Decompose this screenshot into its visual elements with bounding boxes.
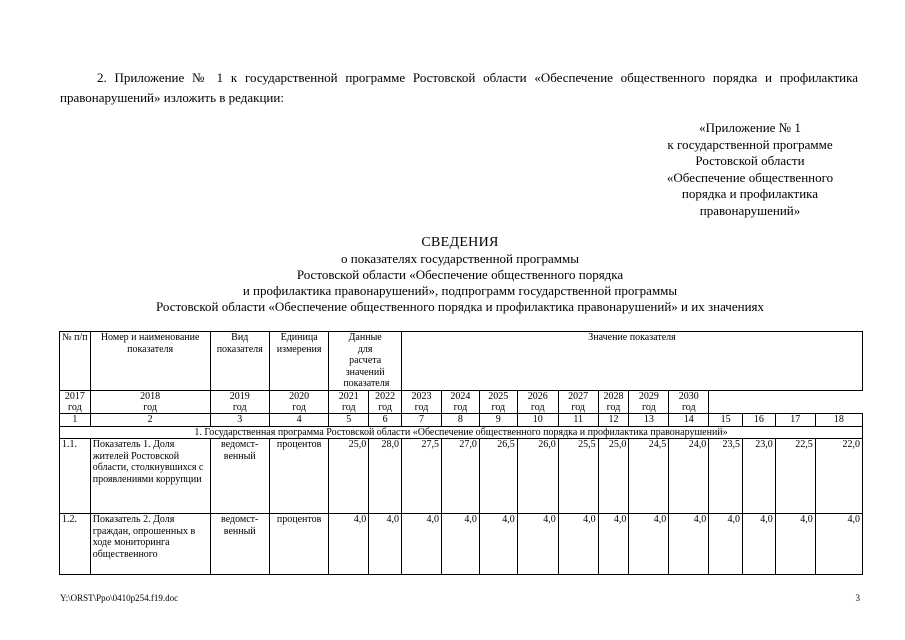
- column-number-cell: 12: [598, 413, 629, 426]
- table-section-row: [60, 426, 863, 439]
- value-cell: 28,0: [369, 439, 402, 514]
- appendix-line: порядка и профилактика: [681, 186, 819, 201]
- column-number-cell: 13: [629, 413, 669, 426]
- year-label: 2027: [568, 390, 589, 402]
- heading-line: Ростовской области «Обеспечение общественного порядка и профилактика правонарушений» и их значениях: [155, 299, 765, 314]
- page-footer: [60, 593, 860, 603]
- year-unit-label: год: [606, 401, 621, 413]
- column-number-cell: 8: [441, 413, 479, 426]
- year-unit-label: год: [341, 401, 356, 413]
- appendix-line: «Приложение № 1: [699, 120, 801, 135]
- table-row: [60, 514, 863, 575]
- year-header-cell: [90, 390, 210, 413]
- appendix-line: Ростовской области: [695, 153, 805, 168]
- appendix-reference: [640, 120, 860, 219]
- value-cell: 25,0: [329, 439, 369, 514]
- heading-line: Ростовской области «Обеспечение общественного порядка: [296, 267, 624, 282]
- value-cell: 23,5: [709, 439, 743, 514]
- year-header-cell: [269, 390, 328, 413]
- year-label: 2028: [603, 390, 624, 402]
- indicator-unit-cell: процентов: [269, 439, 328, 514]
- value-cell: 4,0: [815, 514, 862, 575]
- column-number-cell: 4: [269, 413, 328, 426]
- value-cell: 4,0: [329, 514, 369, 575]
- heading-title: СВЕДЕНИЯ: [421, 235, 499, 250]
- value-cell: 26,5: [479, 439, 517, 514]
- year-header-cell: [210, 390, 269, 413]
- appendix-line: правонарушений»: [699, 202, 801, 218]
- column-number-cell: 2: [90, 413, 210, 426]
- year-header-cell: [517, 390, 558, 413]
- table-column-numbers-row: [60, 413, 863, 426]
- year-unit-label: год: [642, 401, 656, 413]
- year-label: 2030: [678, 390, 699, 402]
- file-path: Y:\ORST\Ppo\0410p254.f19.doc: [60, 593, 179, 603]
- year-unit-label: год: [453, 401, 468, 413]
- year-header-cell: [369, 390, 402, 413]
- year-label: 2018: [140, 390, 161, 402]
- column-number-cell: 1: [60, 413, 91, 426]
- header-type: Вид показателя: [210, 332, 269, 391]
- value-cell: 4,0: [517, 514, 558, 575]
- indicator-type-cell: ведомст-венный: [210, 514, 269, 575]
- value-cell: 4,0: [441, 514, 479, 575]
- year-label: 2022: [375, 390, 396, 402]
- column-number-cell: 17: [775, 413, 815, 426]
- year-unit-label: год: [491, 401, 506, 413]
- column-number-cell: 5: [329, 413, 369, 426]
- table-row: [60, 439, 863, 514]
- year-label: 2019: [229, 390, 250, 402]
- year-header-cell: [598, 390, 629, 413]
- row-number-cell: 1.2.: [60, 514, 91, 575]
- year-unit-label: год: [530, 401, 545, 413]
- column-number-cell: 14: [669, 413, 709, 426]
- year-label: 2020: [289, 390, 310, 402]
- header-num: № п/п: [60, 332, 91, 391]
- value-cell: 23,0: [743, 439, 776, 514]
- value-cell: 4,0: [669, 514, 709, 575]
- header-unit: Единица измерения: [269, 332, 328, 391]
- value-cell: 4,0: [558, 514, 598, 575]
- header-base-data: Данные для расчета значений показателя: [329, 332, 402, 391]
- value-cell: 26,0: [517, 439, 558, 514]
- intro-paragraph: [60, 68, 858, 108]
- column-number-cell: 15: [709, 413, 743, 426]
- year-label: 2024: [450, 390, 471, 402]
- year-header-cell: [558, 390, 598, 413]
- year-label: 2025: [488, 390, 509, 402]
- table-header-row: [60, 332, 863, 391]
- value-cell: 4,0: [629, 514, 669, 575]
- value-cell: 22,5: [775, 439, 815, 514]
- column-number-cell: 11: [558, 413, 598, 426]
- year-header-cell: [479, 390, 517, 413]
- year-label: 2026: [527, 390, 548, 402]
- value-cell: 4,0: [743, 514, 776, 575]
- appendix-line: «Обеспечение общественного: [666, 169, 834, 185]
- appendix-line: к государственной программе: [667, 136, 833, 152]
- year-unit-label: год: [143, 401, 157, 413]
- value-cell: 24,5: [629, 439, 669, 514]
- table-years-row: [60, 390, 863, 413]
- column-number-cell: 10: [517, 413, 558, 426]
- value-cell: 24,0: [669, 439, 709, 514]
- indicators-table: [59, 331, 863, 575]
- year-unit-label: год: [414, 401, 429, 413]
- column-number-cell: 6: [369, 413, 402, 426]
- column-number-cell: 16: [743, 413, 776, 426]
- year-unit-label: год: [292, 401, 306, 413]
- value-cell: 25,0: [598, 439, 629, 514]
- value-cell: 4,0: [402, 514, 442, 575]
- intro-text: 2. Приложение № 1 к государственной программе Ростовской области «Обеспечение общественного порядка и профилактика правонарушений» изложить в редакции:: [60, 70, 858, 105]
- column-number-cell: 7: [402, 413, 442, 426]
- year-header-cell: [60, 390, 91, 413]
- column-number-cell: 9: [479, 413, 517, 426]
- year-header-cell: [329, 390, 369, 413]
- heading-line: и профилактика правонарушений», подпрограмм государственной программы: [242, 283, 678, 298]
- column-number-cell: 18: [815, 413, 862, 426]
- indicator-name-cell: Показатель 2. Доля граждан, опрошенных в ходе мониторинга общественного: [90, 514, 210, 575]
- value-cell: 22,0: [815, 439, 862, 514]
- year-header-cell: [669, 390, 709, 413]
- value-cell: 4,0: [775, 514, 815, 575]
- year-unit-label: год: [68, 401, 82, 413]
- indicator-name-cell: Показатель 1. Доля жителей Ростовской области, столкнувшихся с проявлениями коррупции: [90, 439, 210, 514]
- section-title: 1. Государственная программа Ростовской области «Обеспечение общественного порядка и профилактика правонарушений»: [60, 426, 863, 439]
- indicator-unit-cell: процентов: [269, 514, 328, 575]
- year-header-cell: [441, 390, 479, 413]
- year-unit-label: год: [232, 401, 247, 413]
- year-unit-label: год: [571, 401, 585, 413]
- year-label: 2023: [411, 390, 432, 402]
- row-number-cell: 1.1.: [60, 439, 91, 514]
- year-unit-label: год: [378, 401, 392, 413]
- year-unit-label: год: [681, 401, 696, 413]
- value-cell: 25,5: [558, 439, 598, 514]
- value-cell: 27,0: [441, 439, 479, 514]
- indicator-type-cell: ведомст-венный: [210, 439, 269, 514]
- value-cell: 27,5: [402, 439, 442, 514]
- heading-line: о показателях государственной программы: [341, 251, 579, 266]
- year-header-cell: [629, 390, 669, 413]
- column-number-cell: 3: [210, 413, 269, 426]
- year-label: 2017: [64, 390, 85, 402]
- year-label: 2021: [338, 390, 359, 402]
- value-cell: 4,0: [709, 514, 743, 575]
- year-header-cell: [402, 390, 442, 413]
- year-label: 2029: [638, 390, 659, 402]
- value-cell: 4,0: [369, 514, 402, 575]
- header-values: Значение показателя: [402, 332, 863, 391]
- value-cell: 4,0: [479, 514, 517, 575]
- header-name: Номер и наименование показателя: [90, 332, 210, 391]
- value-cell: 4,0: [598, 514, 629, 575]
- page-number: 3: [855, 593, 860, 603]
- document-heading: [60, 234, 860, 315]
